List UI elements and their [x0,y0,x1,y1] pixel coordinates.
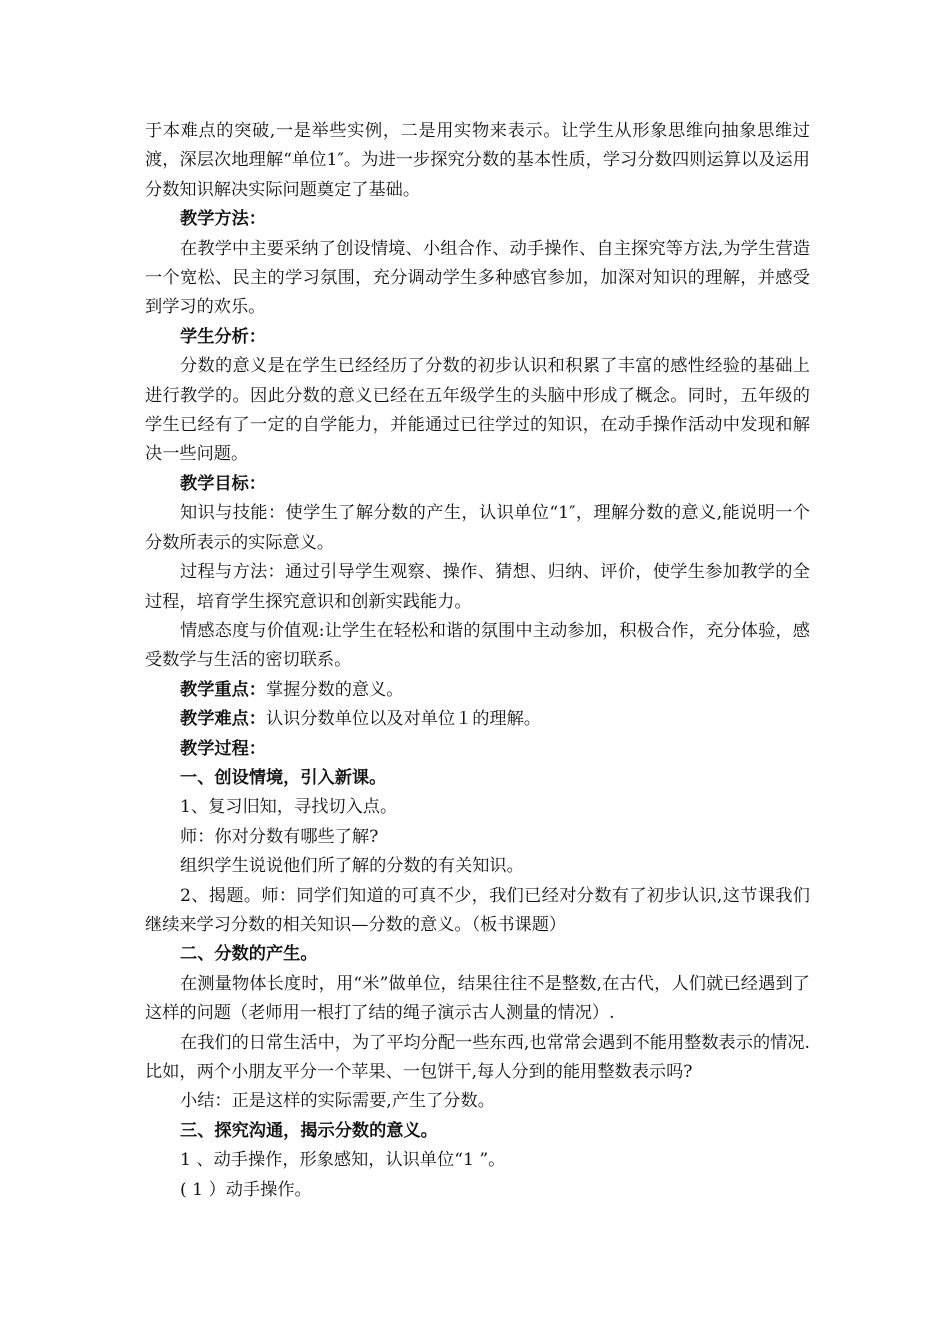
difficult-point-label: 教学难点： [180,709,266,730]
heading-section-1: 一、创设情境，引入新课。 [180,767,387,788]
paragraph-teacher-question: 师：你对分数有哪些了解? [180,826,379,847]
paragraph-goal-knowledge: 知识与技能：使学生了解分数的产生，认识单位“1″，理解分数的意义,能说明一个分数所表示的实际意义。 [145,503,810,553]
paragraph-review: 1、复习旧知，寻找切入点。 [180,797,398,818]
heading-section-3: 三、探究沟通，揭示分数的意义。 [180,1120,438,1141]
paragraph-goal-process: 过程与方法：通过引导学生观察、操作、猜想、归纳、评价，使学生参加教学的全过程，培育学生探究意识和创新实践能力。 [145,562,810,612]
paragraph-intro: 于本难点的突破,一是举些实例，二是用实物来表示。让学生从形象思维向抽象思维过渡，深层次地理解“单位1″。为进一步探究分数的基本性质，学习分数四则运算以及运用分数知识解决实际问题奠定了基础。 [145,121,810,200]
paragraph-key-point [145,676,810,705]
key-point-label: 教学重点： [180,679,266,700]
key-point-text: 掌握分数的意义。 [265,679,404,700]
heading-teaching-method: 教学方法： [180,209,266,230]
paragraph-measurement: 在测量物体长度时，用“米”做单位，结果往往不是整数,在古代，人们就已经遇到了这样的问题（老师用一根打了结的绳子演示古人测量的情况）. [145,973,810,1024]
document-page [145,117,810,1205]
paragraph-student-analysis: 分数的意义是在学生已经经历了分数的初步认识和积累了丰富的感性经验的基础上进行教学的。因此分数的意义已经在五年级学生的头脑中形成了概念。同时，五年级的学生已经有了一定的自学能力，并能通过已往学过的知识，在动手操作活动中发现和解决一些问题。 [145,356,810,465]
paragraph-student-talk: 组织学生说说他们所了解的分数的有关知识。 [180,856,524,877]
paragraph-hands-on: 1 、动手操作，形象感知，认识单位“1 ”。 [180,1150,506,1171]
paragraph-teaching-method: 在教学中主要采纳了创设情境、小组合作、动手操作、自主探究等方法,为学生营造一个宽松、民主的学习氛围，充分调动学生多种感官参加，加深对知识的理解，并感受到学习的欢乐。 [145,238,810,318]
paragraph-summary: 小结：正是这样的实际需要,产生了分数。 [180,1091,495,1112]
heading-teaching-goals: 教学目标： [180,473,266,494]
paragraph-goal-emotion: 情感态度与价值观:让学生在轻松和谐的氛围中主动参加，积极合作，充分体验，感受数学与生活的密切联系。 [145,620,810,671]
heading-section-2: 二、分数的产生。 [180,944,318,965]
paragraph-difficult-point [145,705,810,734]
difficult-point-text: 认识分数单位以及对单位１的理解。 [265,709,541,730]
paragraph-reveal-topic: 2、揭题。师：同学们知道的可真不少，我们已经对分数有了初步认识,这节课我们继续来学习分数的相关知识—分数的意义。（板书课题） [145,885,810,935]
paragraph-daily-life: 在我们的日常生活中，为了平均分配一些东西,也常常会遇到不能用整数表示的情况.比如，两个小朋友平分一个苹果、一包饼干,每人分到的能用整数表示吗? [145,1032,810,1082]
heading-student-analysis: 学生分析： [180,326,266,347]
paragraph-hands-on-sub: ( 1 ）动手操作。 [180,1179,312,1200]
heading-teaching-process: 教学过程： [180,738,266,759]
